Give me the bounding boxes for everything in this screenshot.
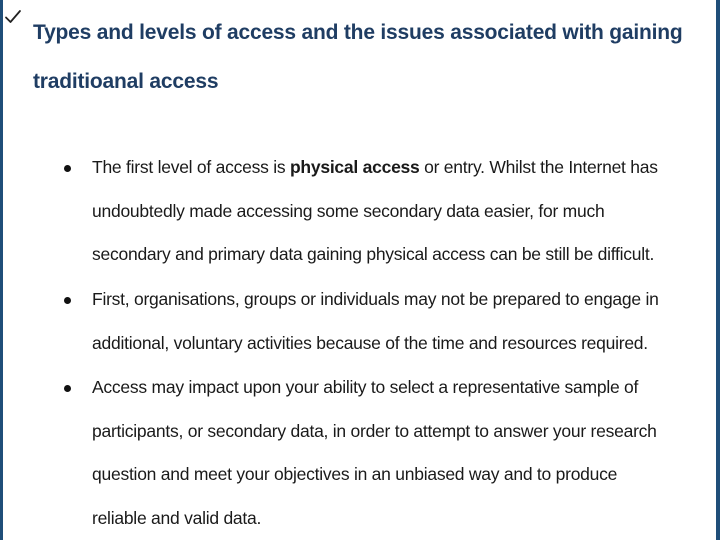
bullet-text-segment: The first level of access is (92, 157, 290, 177)
slide-title-line-1: Types and levels of access and the issues associated with gaining (33, 21, 683, 44)
bullet-dot-icon (64, 165, 71, 172)
bullet-dot-icon (64, 385, 71, 392)
bullet-line: Access may impact upon your ability to select a representative sample of (92, 377, 639, 397)
bullet-text-segment: or entry. Whilst the Internet has (419, 157, 658, 177)
bullet-line (92, 146, 714, 190)
bullet-line: undoubtedly made accessing some secondary data easier, for much (92, 200, 605, 221)
bullet-dot-icon (64, 297, 71, 304)
bullet-line: secondary and primary data gaining physical access can be still be difficult. (92, 244, 655, 264)
slide-title-line-2: traditioanal access (33, 70, 219, 93)
bullet-line: additional, voluntary activities because of the time and resources required. (92, 332, 648, 353)
bullet-line: question and meet your objectives in an unbiased way and to produce (92, 464, 618, 484)
bullet-line: reliable and valid data. (92, 507, 262, 528)
bullet-text (92, 278, 714, 365)
bullet-bold-term: physical access (289, 157, 420, 177)
bullet-line: participants, or secondary data, in order to attempt to answer your research (92, 420, 657, 441)
bullet-text (92, 146, 714, 277)
bullet-line: First, organisations, groups or individuals may not be prepared to engage in (92, 289, 659, 309)
bullet-text (92, 366, 714, 540)
